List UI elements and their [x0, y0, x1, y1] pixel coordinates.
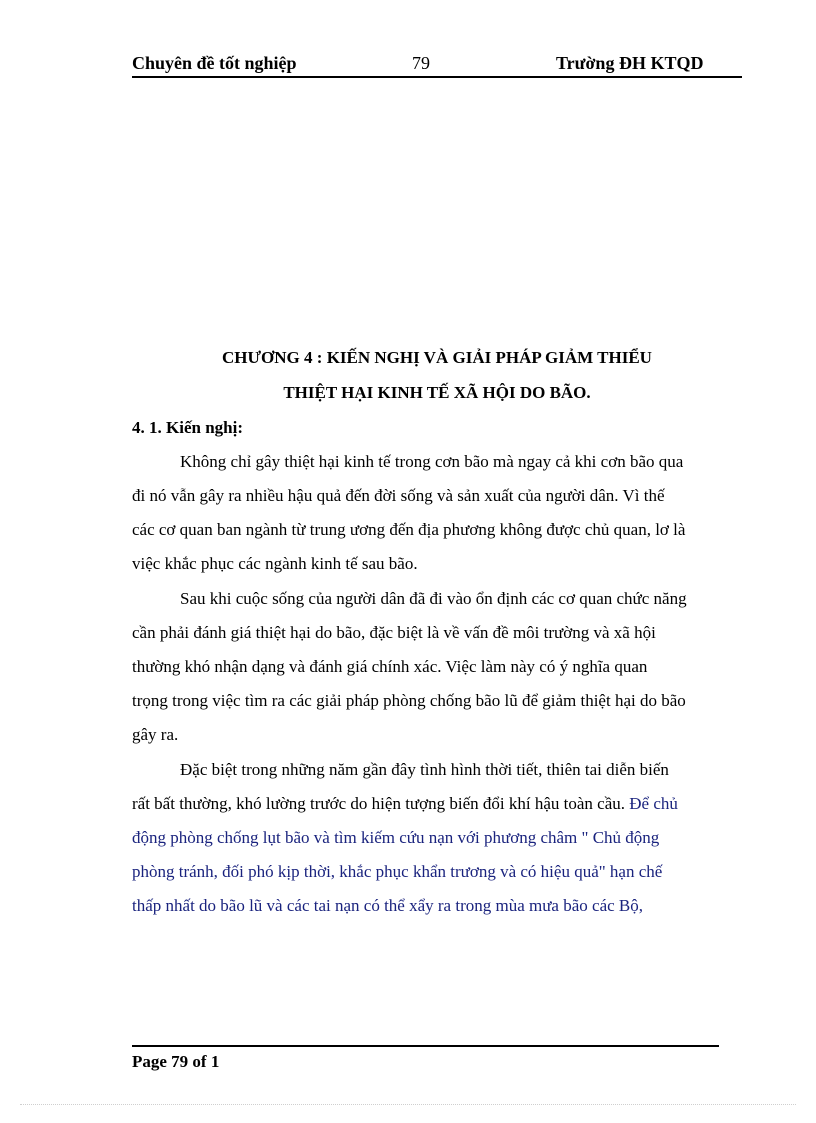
- header-university: Trường ĐH KTQD: [556, 53, 704, 73]
- paragraph-2-line-1: Sau khi cuộc sống của người dân đã đi vào ổn định các cơ quan chức năng: [180, 589, 687, 608]
- paragraph-1-line-3: các cơ quan ban ngành từ trung ương đến địa phương không được chủ quan, lơ là: [132, 520, 686, 539]
- section-title: 4. 1. Kiến nghị:: [132, 418, 243, 437]
- paragraph-3-line-2-highlight: Để chủ: [629, 794, 678, 813]
- paragraph-2-line-3: thường khó nhận dạng và đánh giá chính xác. Việc làm này có ý nghĩa quan: [132, 657, 648, 676]
- chapter-title-line-2: THIỆT HẠI KINH TẾ XÃ HỘI DO BÃO.: [283, 383, 591, 402]
- paragraph-3-line-2: [132, 794, 678, 814]
- paragraph-2-line-4: trọng trong việc tìm ra các giải pháp phòng chống bão lũ để giảm thiệt hại do bão: [132, 691, 686, 710]
- paragraph-3-line-2-text: rất bất thường, khó lường trước do hiện tượng biến đổi khí hậu toàn cầu.: [132, 794, 625, 813]
- paragraph-3-line-4: phòng tránh, đối phó kịp thời, khắc phục khẩn trương và có hiệu quả" hạn chế: [132, 862, 663, 881]
- page-footer: Page 79 of 1: [132, 1052, 220, 1071]
- paragraph-1-line-4: việc khắc phục các ngành kinh tế sau bão.: [132, 554, 418, 573]
- paragraph-2-line-5: gây ra.: [132, 725, 179, 744]
- page-header: [132, 52, 742, 78]
- header-thesis-label: Chuyên đề tốt nghiệp: [132, 53, 297, 73]
- header-page-number: 79: [412, 53, 430, 73]
- footer-rule: [132, 1045, 719, 1047]
- chapter-title-line-1: CHƯƠNG 4 : KIẾN NGHỊ VÀ GIẢI PHÁP GIẢM THIỂU: [222, 348, 652, 367]
- paragraph-1-line-2: đi nó vẫn gây ra nhiều hậu quả đến đời sống và sản xuất của người dân. Vì thế: [132, 486, 665, 505]
- paragraph-2-line-2: cần phải đánh giá thiệt hại do bão, đặc biệt là về vấn đề môi trường và xã hội: [132, 623, 656, 642]
- paragraph-3-line-3: động phòng chống lụt bão và tìm kiếm cứu nạn với phương châm " Chủ động: [132, 828, 660, 847]
- paragraph-1-line-1: Không chỉ gây thiệt hại kinh tế trong cơn bão mà ngay cả khi cơn bão qua: [180, 452, 684, 471]
- paragraph-3-line-5: thấp nhất do bão lũ và các tai nạn có thể xẩy ra trong mùa mưa bão các Bộ,: [132, 896, 643, 915]
- page-bottom-divider: [20, 1104, 796, 1105]
- paragraph-3-line-1: Đặc biệt trong những năm gần đây tình hình thời tiết, thiên tai diễn biến: [180, 760, 669, 779]
